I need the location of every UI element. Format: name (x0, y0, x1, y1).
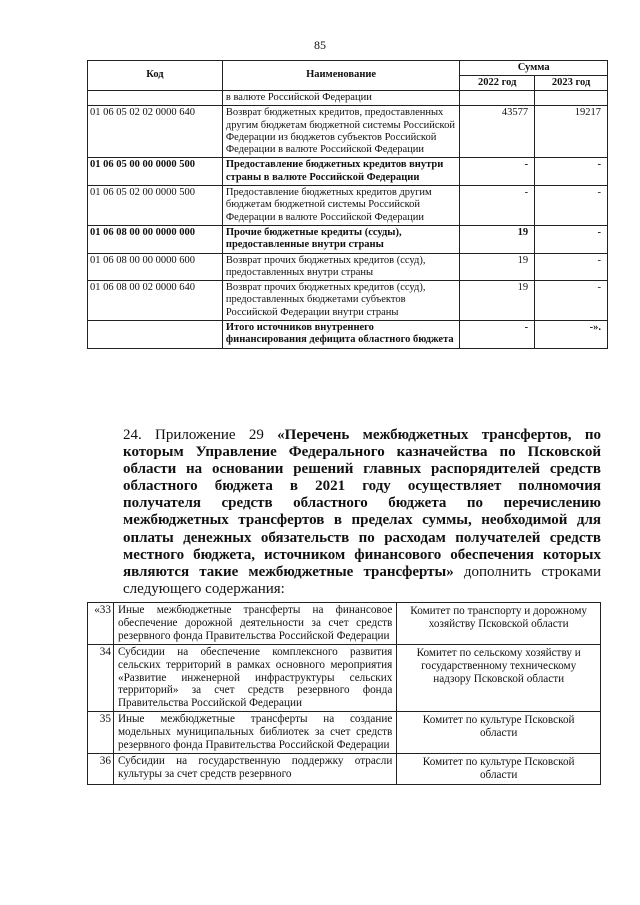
row-name: Предоставление бюджетных кредитов внутри страны в валюте Российской Федерации (222, 158, 459, 186)
table-row (88, 644, 601, 712)
row-value-2023: -». (535, 321, 608, 349)
table-row (88, 321, 608, 349)
row-value-2023: 19217 (535, 106, 608, 158)
row-code: 01 06 05 02 02 0000 640 (88, 106, 223, 158)
header-2023: 2023 год (535, 76, 608, 91)
sources-table (87, 60, 608, 349)
row-number: «33 (88, 603, 114, 645)
header-2022: 2022 год (460, 76, 535, 91)
row-description: Субсидии на обеспечение комплексного развития сельских территорий в рамках основного мероприятия «Развитие инженерной инфраструктуры сельских территорий» за счет средств резервного фонда Правительства Российской Федерации (113, 644, 396, 712)
row-code: 01 06 08 00 02 0000 640 (88, 281, 223, 321)
row-value-2022: 19 (460, 253, 535, 281)
row-code: 01 06 05 00 00 0000 500 (88, 158, 223, 186)
row-value-2022: - (460, 158, 535, 186)
paragraph-lead: 24. Приложение 29 (123, 427, 278, 443)
table-row (88, 281, 608, 321)
row-number: 35 (88, 712, 114, 754)
row-code: 01 06 05 02 00 0000 500 (88, 186, 223, 226)
transfers-table (87, 602, 601, 785)
paragraph-tail: дополнить строками следующего содержания: (123, 563, 601, 597)
table-row (88, 106, 608, 158)
row-value-2023: - (535, 253, 608, 281)
sources-table-body (88, 91, 608, 349)
row-code (88, 321, 223, 349)
header-sum: Сумма (460, 61, 608, 76)
row-organization: Комитет по транспорту и дорожному хозяйству Псковской области (397, 603, 601, 645)
table-row (88, 603, 601, 645)
row-organization: Комитет по культуре Псковской области (397, 753, 601, 784)
row-description: Иные межбюджетные трансферты на финансовое обеспечение дорожной деятельности за счет средств резервного фонда Правительства Российской Федерации (113, 603, 396, 645)
table-row (88, 225, 608, 253)
amendment-paragraph (87, 427, 601, 598)
row-value-2022: 43577 (460, 106, 535, 158)
row-code (88, 91, 223, 106)
table-row (88, 712, 601, 754)
table-row (88, 253, 608, 281)
row-organization: Комитет по сельскому хозяйству и государственному техническому надзору Псковской области (397, 644, 601, 712)
page-number: 85 (314, 38, 326, 52)
row-value-2022 (460, 91, 535, 106)
row-code: 01 06 08 00 00 0000 600 (88, 253, 223, 281)
table-row (88, 753, 601, 784)
row-name: в валюте Российской Федерации (222, 91, 459, 106)
paragraph-bold: «Перечень межбюджетных трансфертов, по которым Управление Федерального казначейства по Псковской области на основании решений главных распорядителей средств областного бюджета в 2021 году осуществляет полномочия получателя средств областного бюджета по перечислению межбюджетных трансфертов в пределах суммы, необходимой для оплаты денежных обязательств по расходам получателей средств местного бюджета, источником финансового обеспечения которых являются такие межбюджетные трансферты» (123, 427, 601, 580)
table-row (88, 186, 608, 226)
row-number: 36 (88, 753, 114, 784)
row-name: Возврат прочих бюджетных кредитов (ссуд), предоставленных бюджетами субъектов Российской Федерации внутри страны (222, 281, 459, 321)
header-name: Наименование (222, 61, 459, 91)
table-row (88, 158, 608, 186)
row-organization: Комитет по культуре Псковской области (397, 712, 601, 754)
row-name: Прочие бюджетные кредиты (ссуды), предоставленные внутри страны (222, 225, 459, 253)
row-value-2022: 19 (460, 225, 535, 253)
row-value-2023 (535, 91, 608, 106)
row-value-2022: 19 (460, 281, 535, 321)
row-value-2023: - (535, 225, 608, 253)
row-value-2023: - (535, 158, 608, 186)
row-value-2022: - (460, 321, 535, 349)
row-description: Субсидии на государственную поддержку отрасли культуры за счет средств резервного (113, 753, 396, 784)
table-row (88, 91, 608, 106)
row-value-2022: - (460, 186, 535, 226)
row-name: Предоставление бюджетных кредитов другим бюджетам бюджетной системы Российской Федерации в валюте Российской Федерации (222, 186, 459, 226)
row-value-2023: - (535, 281, 608, 321)
table-header-row (88, 61, 608, 76)
header-code: Код (88, 61, 223, 91)
row-name: Возврат бюджетных кредитов, предоставленных другим бюджетам бюджетной системы Российской Федерации из бюджетов субъектов Российской Федерации в валюте Российской Федерации (222, 106, 459, 158)
row-name: Возврат прочих бюджетных кредитов (ссуд), предоставленных внутри страны (222, 253, 459, 281)
transfers-table-body (88, 603, 601, 785)
row-value-2023: - (535, 186, 608, 226)
paragraph-text (87, 427, 601, 598)
row-number: 34 (88, 644, 114, 712)
row-name: Итого источников внутреннего финансирования дефицита областного бюджета (222, 321, 459, 349)
row-code: 01 06 08 00 00 0000 000 (88, 225, 223, 253)
row-description: Иные межбюджетные трансферты на создание модельных муниципальных библиотек за счет средств резервного фонда Правительства Российской Федерации (113, 712, 396, 754)
